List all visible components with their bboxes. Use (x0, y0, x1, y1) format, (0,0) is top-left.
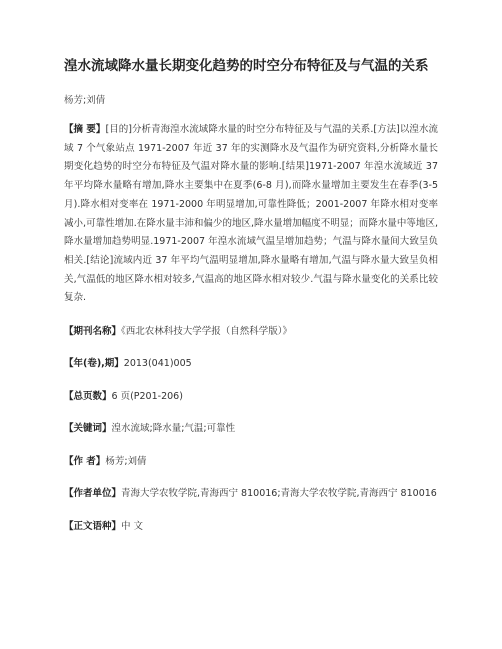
abstract-label: 【摘 要】 (64, 124, 106, 135)
abstract-text: [目的]分析青海湟水流域降水量的时空分布特征及与气温的关系.[方法]以湟水流域 7 个气象站点 1971-2007 年近 37 年的实测降水及气温作为研究资料,分析降水量长期变化趋势的时空分布特征及气温对降水量的影响.[结果]1971-2007 年湟水流域近 37 年平均降水量略有增加,降水主要集中在夏季(6-8 月),而降水量增加主要发生在春季(3-5 月).降水相对变率在 1971-2000 年明显增加,可靠性降低；2001-2007 年降水相对变率减小,可靠性增加.在降水量丰沛和偏少的地区,降水量增加幅度不明显；而降水量中等地区,降水量增加趋势明显.1971-2007 年湟水流域气温呈增加趋势；气温与降水量间大致呈负相关.[结论]流域内近 37 年平均气温明显增加,降水量略有增加,气温与降水量大致呈负相关,气温低的地区降水相对较多,气温高的地区降水相对较少.气温与降水量变化的关系比较复杂. (64, 124, 438, 304)
field-volume-issue (64, 355, 438, 373)
document-page (64, 56, 438, 536)
field-label: 【作者单位】 (64, 488, 122, 500)
field-authors (64, 453, 438, 471)
field-label: 【正文语种】 (64, 520, 122, 532)
field-value: 青海大学农牧学院,青海西宁 810016;青海大学农牧学院,青海西宁 810016 (121, 488, 437, 500)
abstract-block (64, 121, 438, 308)
field-page-count (64, 388, 438, 406)
field-label: 【期刊名称】 (64, 325, 122, 337)
field-value: 湟水流域;降水量;气温;可靠性 (111, 423, 236, 435)
field-journal-name (64, 323, 438, 341)
field-label: 【总页数】 (64, 390, 112, 402)
field-label: 【作 者】 (64, 455, 106, 467)
field-label: 【关键词】 (64, 423, 112, 435)
field-value: 杨芳;刘倩 (105, 455, 147, 467)
field-value: 6 页(P201-206) (111, 390, 183, 402)
field-language (64, 518, 438, 536)
field-value: 《西北农林科技大学学报（自然科学版）》 (121, 325, 293, 337)
field-keywords (64, 420, 438, 438)
field-value: 中 文 (121, 520, 144, 532)
article-title: 湟水流域降水量长期变化趋势的时空分布特征及与气温的关系 (64, 58, 429, 74)
field-label: 【年(卷),期】 (64, 358, 124, 370)
field-affiliation (64, 485, 438, 503)
field-value: 2013(041)005 (123, 358, 192, 370)
article-authors: 杨芳;刘倩 (64, 95, 106, 106)
